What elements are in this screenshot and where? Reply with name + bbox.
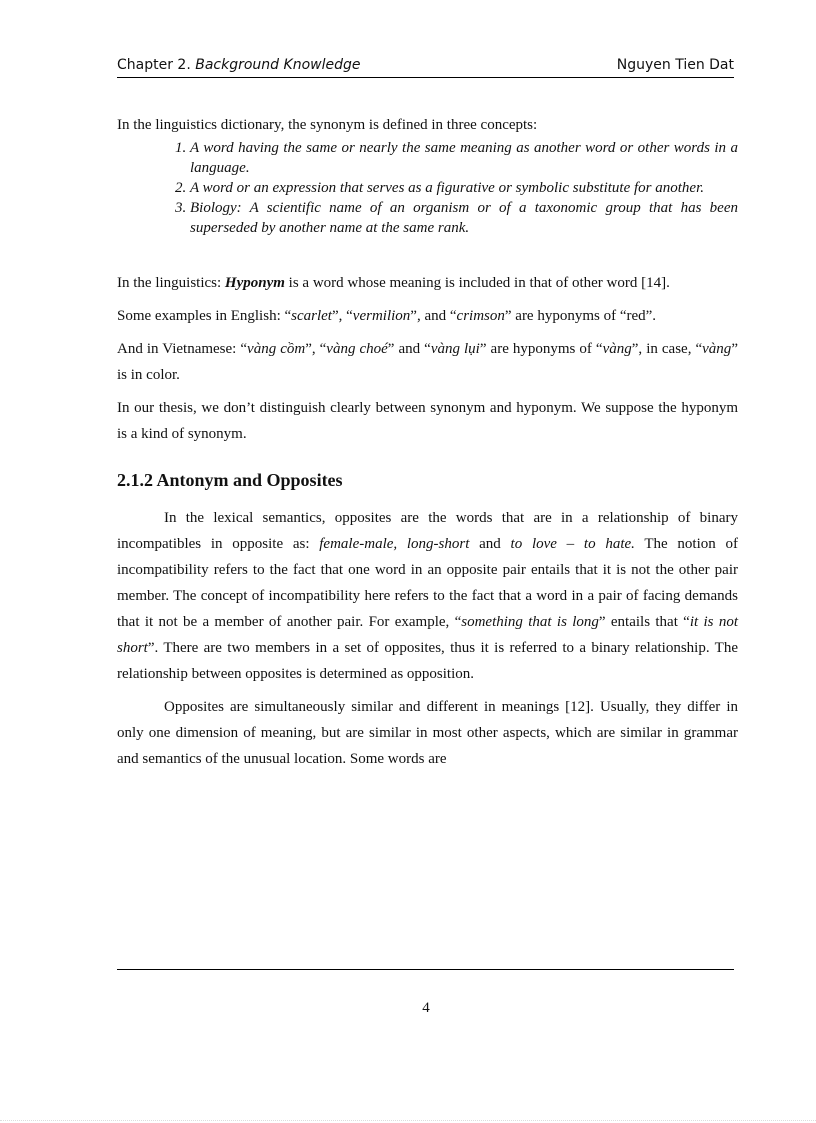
definition-item: 3. Biology: A scientific name of an organism or of a taxonomic group that has been superseded by another name at the same rank. xyxy=(190,198,738,238)
synonym-intro: In the linguistics dictionary, the synonym is defined in three concepts: xyxy=(117,117,538,133)
thesis-note: In our thesis, we don’t distinguish clearly between synonym and hyponym. We suppose the hyponym is a kind of synonym. xyxy=(117,400,738,442)
definition-item: 2. A word or an expression that serves as a figurative or symbolic substitute for another. xyxy=(190,178,738,198)
page-bottom-border xyxy=(0,1120,816,1121)
synonym-definitions xyxy=(164,138,738,238)
similarity-paragraph: Opposites are simultaneously similar and different in meanings [12]. Usually, they differ in only one dimension of meaning, but are similar in most other aspects, which are similar in grammar and semantics of the unusual location. Some words are xyxy=(117,699,738,767)
vietnamese-examples: And in Vietnamese: “vàng cồm”, “vàng choé” and “vàng lụi” are hyponyms of “vàng”, in case, “vàng” is in color. xyxy=(117,341,738,383)
header-chapter: Chapter 2. Background Knowledge xyxy=(117,57,361,73)
page-header xyxy=(117,57,734,78)
footer-rule xyxy=(117,969,734,970)
page-body xyxy=(117,112,738,772)
hyponym-paragraph: In the linguistics: Hyponym is a word whose meaning is included in that of other word [14]. xyxy=(117,275,670,291)
opposites-paragraph: In the lexical semantics, opposites are the words that are in a relationship of binary incompatibles in opposite as: female-male, long-short and to love – to hate. The notion of incompatibility refers to the fact that one word in an opposite pair entails that it is not the other pair member. The concept of incompatibility here refers to the fact that a word in a pair of facing demands that it not be a member of another pair. For example, “something that is long” entails that “it is not short”. There are two members in a set of opposites, thus it is referred to a binary relationship. The relationship between opposites is determined as opposition. xyxy=(117,510,738,682)
page-number: 4 xyxy=(422,1000,430,1016)
hyponym-term: Hyponym xyxy=(224,275,285,291)
header-author: Nguyen Tien Dat xyxy=(616,57,734,73)
header-chapter-title: Background Knowledge xyxy=(195,57,361,73)
section-heading: 2.1.2 Antonym and Opposites xyxy=(117,470,343,490)
definition-item: 1. A word having the same or nearly the same meaning as another word or other words in a language. xyxy=(190,138,738,178)
english-examples: Some examples in English: “scarlet”, “vermilion”, and “crimson” are hyponyms of “red”. xyxy=(117,308,657,324)
